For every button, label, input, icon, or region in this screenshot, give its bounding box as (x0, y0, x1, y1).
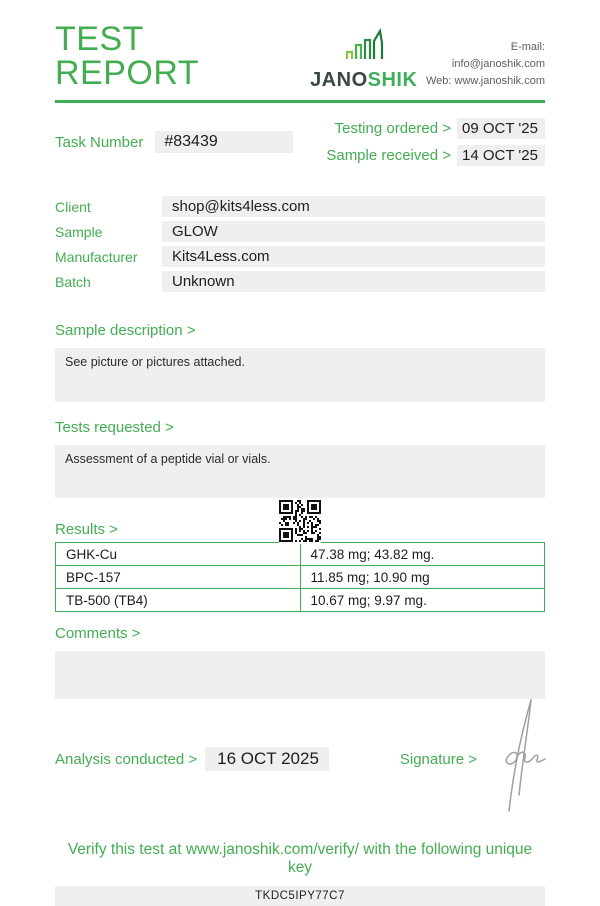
task-dates-row (55, 118, 545, 166)
batch-label: Batch (55, 273, 91, 290)
client-row (55, 196, 545, 217)
result-name: TB-500 (TB4) (56, 589, 301, 612)
comments-box (55, 651, 545, 699)
manufacturer-label: Manufacturer (55, 248, 138, 265)
page-title: TEST REPORT (55, 20, 200, 92)
analysis-signature-row (55, 747, 545, 771)
analysis-conducted-value: 16 OCT 2025 (205, 747, 329, 771)
tests-requested-box (55, 445, 545, 498)
client-label: Client (55, 198, 91, 215)
client-value: shop@kits4less.com (162, 196, 545, 217)
sample-label: Sample (55, 223, 103, 240)
table-row (56, 566, 545, 589)
testing-ordered-value: 09 OCT '25 (457, 118, 545, 139)
sample-value: GLOW (162, 221, 545, 242)
contact-info (417, 39, 545, 90)
qr-code (279, 500, 321, 544)
result-value: 10.67 mg; 9.97 mg. (300, 589, 545, 612)
sample-description-heading: Sample description > (55, 322, 196, 339)
results-table (55, 542, 545, 612)
sample-received-label: Sample received > (326, 147, 451, 164)
tests-requested-heading: Tests requested > (55, 419, 174, 436)
sample-description-box (55, 348, 545, 402)
table-row (56, 589, 545, 612)
sample-received-row (326, 145, 545, 166)
report-header (55, 0, 545, 90)
results-heading: Results > (55, 521, 118, 538)
batch-value: Unknown (162, 271, 545, 292)
chart-growth-icon (341, 29, 387, 68)
logo-shik: SHIK (367, 69, 418, 91)
comments-heading: Comments > (55, 625, 141, 642)
result-value: 47.38 mg; 43.82 mg. (300, 543, 545, 566)
contact-email: E-mail: info@janoshik.com (451, 40, 545, 70)
tests-requested-text: Assessment of a peptide vial or vials. (65, 452, 271, 466)
sample-info-block (55, 196, 545, 292)
manufacturer-row (55, 246, 545, 267)
testing-ordered-row (326, 118, 545, 139)
signature-label: Signature > (399, 750, 477, 768)
analysis-conducted-label: Analysis conducted > (55, 750, 198, 768)
task-number-label: Task Number (55, 133, 144, 151)
testing-ordered-label: Testing ordered > (334, 120, 451, 137)
result-value: 11.85 mg; 10.90 mg (300, 566, 545, 589)
header-divider (55, 100, 545, 103)
manufacturer-value: Kits4Less.com (162, 246, 545, 267)
verification-key (55, 886, 545, 906)
batch-row (55, 271, 545, 292)
task-number-value: #83439 (155, 131, 293, 153)
logo-jano: JANO (310, 69, 368, 91)
result-name: GHK-Cu (56, 543, 301, 566)
sample-row (55, 221, 545, 242)
janoshik-logo (310, 29, 417, 90)
verify-text: Verify this test at www.janoshik.com/verify/ with the following unique key (67, 841, 533, 876)
table-row (56, 543, 545, 566)
sample-received-value: 14 OCT '25 (457, 145, 545, 166)
signature-scribble (486, 697, 548, 824)
sample-description-text: See picture or pictures attached. (65, 355, 245, 369)
result-name: BPC-157 (56, 566, 301, 589)
contact-web: Web: www.janoshik.com (425, 74, 545, 87)
results-header (55, 498, 545, 542)
logo-wordmark (310, 70, 417, 90)
verification-key-value: TKDC5IPY77C7 (255, 890, 345, 902)
